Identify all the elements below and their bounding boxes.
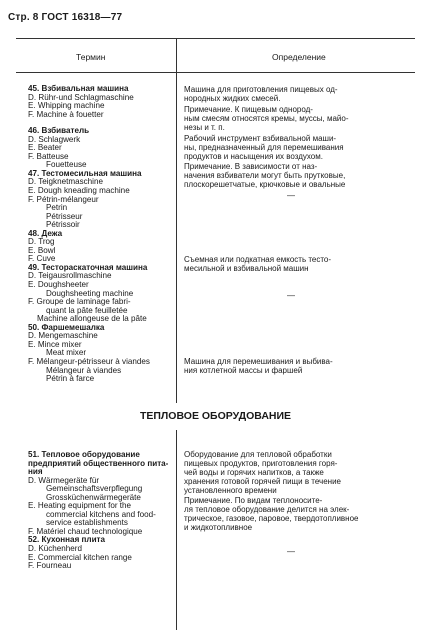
- definition-note: начения взбиватели могут быть прутковые,: [184, 171, 346, 180]
- term-german: D. Teigausrollmaschine: [28, 271, 112, 281]
- term-title: 50. Фаршемешалка: [28, 322, 105, 332]
- term-german: D. Trog: [28, 237, 55, 247]
- definition-text: хранения готовой горячей пищи в течение: [184, 477, 341, 486]
- definition-note: ным смесям относятся кремы, муссы, майо-: [184, 114, 349, 123]
- term-german: D. Küchenherd: [28, 544, 82, 554]
- term-title-cont: ния: [28, 467, 43, 477]
- term-title: 52. Кухонная плита: [28, 535, 106, 545]
- term-english: E. Whipping machine: [28, 101, 105, 111]
- definition-note: Примечание. По видам теплоносите-: [184, 496, 323, 505]
- term-english: E. Dough kneading machine: [28, 186, 130, 196]
- definition-text: пищевых продуктов, приготовления горя-: [184, 459, 338, 468]
- term-english-cont: commercial kitchens and food-: [46, 509, 156, 519]
- term-french-synonym: Pétrisseur: [46, 211, 83, 221]
- definition-note: Примечание. К пищевым однород-: [184, 105, 313, 114]
- term-title: 51. Тепловое оборудование: [28, 450, 140, 459]
- term-french: F. Fourneau: [28, 561, 72, 571]
- column-header-definition: Определение: [272, 52, 326, 62]
- definition-text: месильной и взбивальной машин: [184, 264, 309, 273]
- term-english: E. Commercial kitchen range: [28, 552, 132, 562]
- term-french: F. Batteuse: [28, 151, 69, 161]
- term-french-synonym: Pétrin à farce: [46, 374, 95, 384]
- term-title: 47. Тестомесильная машина: [28, 168, 142, 178]
- term-english-synonym: Meat mixer: [46, 348, 87, 358]
- term-french-cont: quant la pâte feuilletée: [46, 305, 128, 315]
- term-french-synonym: Mélangeur à viandes: [46, 365, 122, 375]
- definition-note: и жидкотопливное: [184, 523, 253, 532]
- term-french-synonym: Fouetteuse: [46, 160, 87, 170]
- terms-column-heat: [28, 451, 176, 571]
- term-english: E. Heating equipment for the: [28, 501, 132, 511]
- term-title: 48. Дежа: [28, 228, 63, 238]
- definition-text: Машина для перемешивания и выбива-: [184, 357, 333, 366]
- term-title-cont: предприятий общественного пита-: [28, 458, 169, 468]
- definition-note: ля тепловое оборудование делится на элек-: [184, 505, 350, 514]
- section-title: ТЕПЛОВОЕ ОБОРУДОВАНИЕ: [139, 410, 292, 422]
- definition-text: Съемная или подкатная емкость тесто-: [184, 255, 332, 264]
- definition-text: Машина для приготовления пищевых од-: [184, 85, 338, 94]
- definition-note: незы и т. п.: [184, 123, 225, 132]
- term-english: E. Bowl: [28, 245, 56, 255]
- term-title: 45. Взбивальная машина: [28, 84, 129, 93]
- term-french: F. Pétrin-mélangeur: [28, 194, 99, 204]
- definition-dash: —: [287, 191, 295, 200]
- definition-text: ния котлетной массы и фаршей: [184, 366, 303, 375]
- column-divider-lower: [176, 430, 177, 630]
- term-french: F. Cuve: [28, 254, 56, 264]
- definition-text: продуктов и насыщения их воздухом.: [184, 152, 323, 161]
- terms-column: [28, 85, 176, 384]
- definition-text: Оборудование для тепловой обработки: [184, 450, 332, 459]
- definition-dash: —: [287, 291, 295, 300]
- term-english: E. Doughsheeter: [28, 280, 89, 290]
- term-french-synonym: Petrin: [46, 203, 68, 213]
- definition-text: Рабочий инструмент взбивальной маши-: [184, 134, 337, 143]
- term-french: F. Groupe de laminage fabri-: [28, 297, 131, 307]
- term-title: 46. Взбиватель: [28, 126, 90, 136]
- column-divider-upper: [176, 38, 177, 403]
- term-french: F. Matériel chaud technologique: [28, 526, 143, 536]
- definition-text: ны, предназначенный для перемешивания: [184, 143, 344, 152]
- term-french: F. Machine à fouetter: [28, 109, 104, 119]
- table-header-rule: [16, 72, 415, 73]
- term-french-synonym: Machine allongeuse de la pâte: [37, 314, 147, 324]
- term-german: D. Rühr-und Schlagmaschine: [28, 92, 134, 102]
- column-header-term: Термин: [76, 52, 106, 62]
- definition-dash: —: [287, 547, 295, 556]
- term-english-cont: service establishments: [46, 518, 128, 528]
- term-title: 49. Тестораскаточная машина: [28, 262, 148, 272]
- term-german: D. Schlagwerk: [28, 134, 81, 144]
- table-top-rule: [16, 38, 415, 39]
- definition-text: нородных жидких смесей.: [184, 94, 281, 103]
- term-german-cont: Gemeinschaftsverpflegung: [46, 484, 143, 494]
- definition-note: Примечание. В зависимости от наз-: [184, 162, 318, 171]
- term-german: D. Wärmegeräte für: [28, 475, 100, 485]
- term-french-synonym: Pétrissoir: [46, 220, 80, 230]
- term-german: D. Mengemaschine: [28, 331, 98, 341]
- page-header: Стр. 8 ГОСТ 16318—77: [8, 12, 123, 23]
- term-english: E. Beater: [28, 143, 62, 153]
- term-english: E. Mince mixer: [28, 339, 82, 349]
- term-german-synonym: Grossküchenwärmegeräte: [46, 492, 141, 502]
- term-english-synonym: Doughsheeting machine: [46, 288, 134, 298]
- term-french: F. Mélangeur-pétrisseur à viandes: [28, 356, 150, 366]
- definition-text: чей воды и горячих напитков, а также: [184, 468, 324, 477]
- term-german: D. Teigknetmaschine: [28, 177, 103, 187]
- definition-note: трическое, газовое, паровое, твердотопливное: [184, 514, 359, 523]
- definition-text: установленного времени: [184, 486, 277, 495]
- definition-note: плоскорешетчатые, крючковые и овальные: [184, 180, 346, 189]
